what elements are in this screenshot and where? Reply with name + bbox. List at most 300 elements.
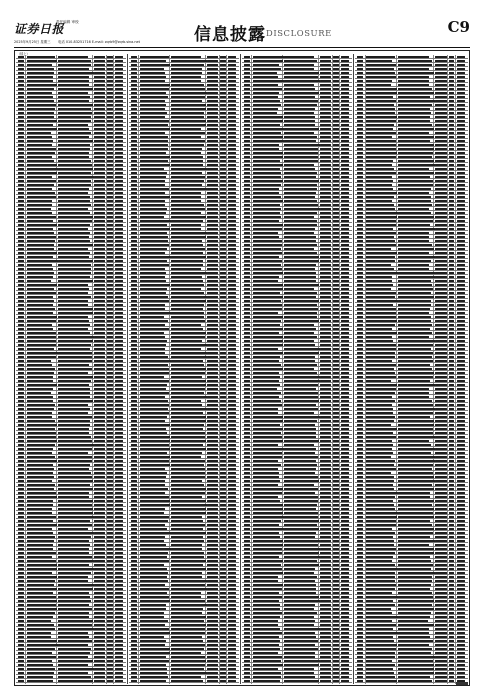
table-cell [18, 516, 24, 518]
table-cell [244, 208, 250, 210]
table-cell [366, 84, 391, 86]
table-cell [366, 664, 395, 666]
table-cell [115, 440, 123, 442]
table-cell [228, 68, 236, 70]
table-cell [228, 108, 236, 110]
table-cell [284, 480, 319, 482]
table-cell [284, 216, 314, 218]
table-cell [207, 652, 218, 654]
table-cell [366, 480, 394, 482]
table-cell [94, 120, 105, 122]
table-cell [27, 244, 54, 246]
table-cell [228, 156, 236, 158]
table-cell [366, 256, 395, 258]
table-cell [244, 68, 250, 70]
table-cell [140, 324, 165, 326]
table-cell [357, 632, 363, 634]
table-cell [94, 572, 105, 574]
table-cell [253, 640, 280, 642]
table-cell [131, 496, 137, 498]
table-cell [18, 680, 24, 682]
table-cell [398, 540, 435, 542]
table-cell [333, 376, 339, 378]
table-cell [27, 88, 54, 90]
table-cell [341, 468, 349, 470]
table-cell [107, 596, 113, 598]
table-cell [341, 136, 349, 138]
table-cell [131, 596, 137, 598]
table-cell [107, 408, 113, 410]
table-cell [18, 540, 24, 542]
table-cell [244, 536, 250, 538]
table-cell [94, 352, 105, 354]
table-cell [228, 268, 236, 270]
table-cell [244, 456, 250, 458]
table-cell [366, 424, 391, 426]
table-cell [333, 152, 339, 154]
table-cell [220, 224, 226, 226]
table-cell [131, 548, 137, 550]
table-cell [244, 84, 250, 86]
table-cell [220, 156, 226, 158]
table-cell [207, 568, 218, 570]
table-cell [131, 652, 137, 654]
table-cell [457, 424, 465, 426]
table-cell [115, 292, 123, 294]
table-cell [94, 236, 105, 238]
table-cell [207, 180, 218, 182]
table-cell [58, 148, 91, 150]
table-cell [220, 184, 226, 186]
table-cell [435, 128, 446, 130]
table-cell [131, 324, 137, 326]
table-cell [228, 228, 236, 230]
table-cell [58, 656, 88, 658]
table-cell [27, 336, 56, 338]
table-cell [341, 264, 349, 266]
table-cell [341, 392, 349, 394]
table-cell [220, 668, 226, 670]
table-cell [449, 344, 455, 346]
table-cell [457, 284, 465, 286]
table-cell [457, 484, 465, 486]
table-cell [449, 652, 455, 654]
table-cell [457, 112, 465, 114]
table-cell [220, 208, 226, 210]
table-cell [244, 260, 250, 262]
table-cell [115, 364, 123, 366]
table-cell [398, 360, 433, 362]
table-cell [207, 196, 218, 198]
table-cell [107, 136, 113, 138]
table-cell [457, 616, 465, 618]
table-cell [449, 636, 455, 638]
table-cell [333, 72, 339, 74]
table-cell [27, 160, 54, 162]
table-cell [228, 540, 236, 542]
table-cell [207, 612, 218, 614]
table-cell [115, 200, 123, 202]
table-cell [284, 668, 314, 670]
table-cell [27, 604, 56, 606]
table-cell [253, 224, 283, 226]
table-cell [27, 208, 51, 210]
table-cell [115, 548, 123, 550]
table-cell [207, 228, 218, 230]
table-cell [115, 552, 123, 554]
table-cell [398, 260, 431, 262]
table-cell [435, 80, 446, 82]
table-cell [449, 416, 455, 418]
table-cell [449, 232, 455, 234]
table-cell [284, 200, 318, 202]
table-cell [449, 264, 455, 266]
table-cell [357, 240, 363, 242]
table-cell [115, 180, 123, 182]
table-cell [107, 456, 113, 458]
table-cell [244, 136, 250, 138]
table-cell [253, 460, 278, 462]
table-cell [220, 624, 226, 626]
table-cell [171, 564, 203, 566]
table-cell [457, 300, 465, 302]
table-cell [398, 188, 431, 190]
table-cell [357, 556, 363, 558]
table-cell [131, 216, 137, 218]
table-cell [207, 356, 218, 358]
table-cell [27, 196, 56, 198]
table-cell [207, 496, 218, 498]
table-cell [253, 600, 279, 602]
table-cell [357, 484, 363, 486]
table-cell [449, 60, 455, 62]
table-cell [435, 132, 446, 134]
table-cell [140, 88, 169, 90]
table-cell [320, 652, 331, 654]
table-cell [435, 88, 446, 90]
table-cell [140, 616, 164, 618]
table-cell [18, 520, 24, 522]
table-cell [457, 456, 465, 458]
table-cell [207, 548, 218, 550]
table-cell [18, 500, 24, 502]
table-cell [27, 520, 53, 522]
table-cell [244, 344, 250, 346]
table-cell [131, 72, 137, 74]
table-cell [357, 228, 363, 230]
table-cell [131, 660, 137, 662]
table-cell [341, 648, 349, 650]
table-cell [171, 416, 206, 418]
table-cell [333, 588, 339, 590]
table-cell [333, 536, 339, 538]
table-cell [341, 184, 349, 186]
table-cell [18, 140, 24, 142]
table-cell [341, 484, 349, 486]
table-cell [115, 612, 123, 614]
table-cell [457, 492, 465, 494]
table-cell [220, 312, 226, 314]
table-cell [457, 516, 465, 518]
table-cell [341, 300, 349, 302]
table-cell [341, 196, 349, 198]
table-cell [115, 408, 123, 410]
table-cell [115, 560, 123, 562]
table-cell [58, 532, 94, 534]
table-cell [333, 180, 339, 182]
table-cell [244, 364, 250, 366]
table-cell [366, 340, 393, 342]
table-column [355, 55, 468, 684]
table-cell [131, 592, 137, 594]
table-cell [140, 492, 165, 494]
table-cell [449, 572, 455, 574]
table-cell [449, 560, 455, 562]
table-cell [207, 244, 218, 246]
table-cell [320, 556, 331, 558]
table-cell [131, 196, 137, 198]
table-cell [333, 304, 339, 306]
table-cell [357, 528, 363, 530]
table-cell [253, 656, 282, 658]
table-cell [333, 460, 339, 462]
table-cell [107, 204, 113, 206]
table-cell [140, 636, 164, 638]
table-cell [220, 588, 226, 590]
table-cell [320, 612, 331, 614]
table-cell [398, 584, 431, 586]
table-cell [244, 224, 250, 226]
table-cell [398, 396, 429, 398]
table-cell [341, 124, 349, 126]
table-cell [140, 680, 166, 682]
table-cell [449, 276, 455, 278]
table-cell [457, 256, 465, 258]
table-cell [228, 100, 236, 102]
table-cell [220, 500, 226, 502]
table-cell [27, 364, 52, 366]
table-cell [366, 116, 397, 118]
table-cell [27, 100, 54, 102]
table-cell [58, 492, 90, 494]
table-cell [140, 360, 171, 362]
table-cell [94, 196, 105, 198]
table-cell [449, 500, 455, 502]
table-cell [457, 248, 465, 250]
table-cell [457, 488, 465, 490]
table-cell [171, 228, 201, 230]
table-cell [207, 128, 218, 130]
table-cell [244, 196, 250, 198]
table-cell [58, 204, 91, 206]
table-cell [131, 480, 137, 482]
table-cell [220, 632, 226, 634]
table-cell [131, 380, 137, 382]
table-cell [131, 628, 137, 630]
table-cell [320, 372, 331, 374]
table-cell [115, 340, 123, 342]
table-cell [220, 476, 226, 478]
table-cell [94, 292, 105, 294]
table-cell [115, 500, 123, 502]
table-cell [398, 276, 435, 278]
table-cell [107, 564, 113, 566]
table-cell [320, 108, 331, 110]
table-cell [398, 300, 431, 302]
table-cell [284, 236, 316, 238]
table-cell [207, 300, 218, 302]
table-cell [140, 628, 169, 630]
table-cell [115, 656, 123, 658]
table-cell [244, 644, 250, 646]
table-cell [320, 428, 331, 430]
table-cell [220, 572, 226, 574]
table-cell [131, 80, 137, 82]
table-cell [131, 276, 137, 278]
table-cell [171, 220, 203, 222]
table-cell [357, 348, 363, 350]
table-cell [449, 284, 455, 286]
table-cell [357, 476, 363, 478]
table-cell [320, 228, 331, 230]
table-cell [228, 404, 236, 406]
table-cell [435, 496, 446, 498]
table-cell [94, 516, 105, 518]
table-cell [320, 156, 331, 158]
table-cell [140, 548, 171, 550]
table-cell [220, 416, 226, 418]
table-cell [449, 584, 455, 586]
table-cell [18, 84, 24, 86]
table-cell [115, 168, 123, 170]
table-cell [333, 88, 339, 90]
table-cell [435, 656, 446, 658]
table-cell [115, 648, 123, 650]
table-cell [449, 424, 455, 426]
table-cell [341, 356, 349, 358]
table-cell [435, 680, 446, 682]
table-cell [449, 144, 455, 146]
table-cell [18, 372, 24, 374]
table-cell [320, 476, 331, 478]
table-cell [94, 276, 105, 278]
table-cell [27, 248, 54, 250]
table-cell [357, 408, 363, 410]
table-cell [333, 96, 339, 98]
table-cell [115, 380, 123, 382]
table-cell [107, 472, 113, 474]
table-cell [341, 160, 349, 162]
table-cell [244, 652, 250, 654]
table-cell [244, 276, 250, 278]
table-cell [398, 504, 432, 506]
table-cell [228, 204, 236, 206]
table-cell [140, 60, 166, 62]
table-cell [27, 608, 57, 610]
table-cell [244, 164, 250, 166]
table-cell [333, 412, 339, 414]
table-cell [357, 68, 363, 70]
table-cell [357, 276, 363, 278]
table-cell [228, 284, 236, 286]
table-cell [357, 184, 363, 186]
table-cell [27, 528, 52, 530]
table-cell [228, 648, 236, 650]
table-cell [94, 304, 105, 306]
table-cell [341, 64, 349, 66]
table-cell [449, 456, 455, 458]
table-cell [27, 152, 55, 154]
table-cell [27, 308, 55, 310]
table-cell [107, 436, 113, 438]
table-cell [449, 176, 455, 178]
table-cell [357, 164, 363, 166]
table-cell [320, 576, 331, 578]
table-cell [18, 644, 24, 646]
table-cell [131, 500, 137, 502]
table-cell [131, 472, 137, 474]
table-cell [171, 432, 205, 434]
table-cell [341, 204, 349, 206]
table-cell [140, 72, 165, 74]
table-cell [58, 528, 89, 530]
table-cell [253, 588, 282, 590]
table-cell [115, 108, 123, 110]
table-cell [357, 548, 363, 550]
table-cell [140, 476, 166, 478]
table-cell [457, 120, 465, 122]
table-cell [27, 264, 52, 266]
table-cell [207, 456, 218, 458]
table-cell [131, 576, 137, 578]
table-cell [94, 676, 105, 678]
table-cell [207, 120, 218, 122]
table-cell [253, 368, 283, 370]
table-cell [94, 452, 105, 454]
table-cell [115, 76, 123, 78]
table-cell [207, 156, 218, 158]
table-cell [398, 224, 430, 226]
table-cell [107, 444, 113, 446]
table-cell [253, 76, 278, 78]
table-cell [435, 476, 446, 478]
table-cell [398, 508, 434, 510]
table-cell [140, 300, 169, 302]
table-cell [253, 300, 281, 302]
table-cell [244, 204, 250, 206]
table-cell [140, 292, 166, 294]
table-cell [320, 584, 331, 586]
table-cell [435, 408, 446, 410]
table-cell [457, 208, 465, 210]
table-cell [366, 344, 396, 346]
table-cell [341, 456, 349, 458]
table-cell [27, 536, 55, 538]
table-cell [435, 616, 446, 618]
table-cell [284, 260, 319, 262]
table-cell [253, 356, 280, 358]
table-cell [18, 592, 24, 594]
table-cell [131, 160, 137, 162]
table-cell [140, 604, 166, 606]
table-cell [398, 412, 433, 414]
table-cell [435, 292, 446, 294]
table-cell [94, 88, 105, 90]
table-cell [457, 308, 465, 310]
table-cell [228, 564, 236, 566]
table-cell [171, 100, 202, 102]
table-cell [58, 368, 92, 370]
